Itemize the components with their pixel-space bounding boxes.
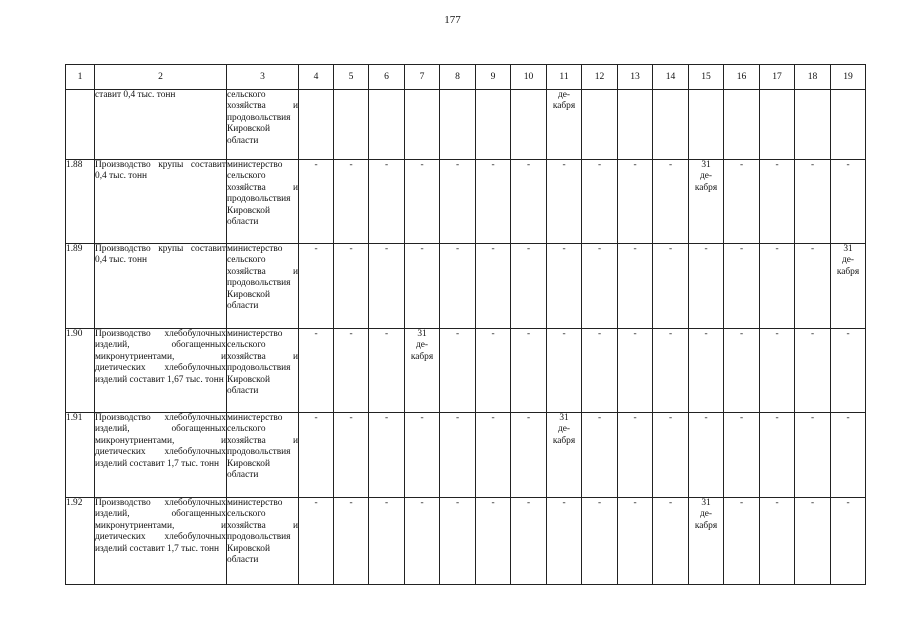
- schedule-cell: -: [724, 413, 760, 498]
- schedule-cell: -: [334, 413, 369, 498]
- table-row: [66, 413, 866, 498]
- schedule-cell: -: [618, 498, 653, 585]
- row-number: 1.89: [66, 244, 95, 329]
- column-header-9: 9: [476, 65, 511, 90]
- schedule-cell: -: [618, 329, 653, 413]
- schedule-cell: -: [511, 244, 547, 329]
- schedule-cell: -: [476, 329, 511, 413]
- schedule-cell: -: [653, 498, 689, 585]
- row-description: Производство крупы составит 0,4 тыс. тонн: [95, 160, 227, 244]
- schedule-cell: -: [476, 160, 511, 244]
- table-row: [66, 329, 866, 413]
- schedule-cell: -: [476, 413, 511, 498]
- row-number: 1.91: [66, 413, 95, 498]
- schedule-cell: -: [299, 160, 334, 244]
- schedule-cell: -: [795, 413, 831, 498]
- schedule-cell: 31 де- кабря: [689, 498, 724, 585]
- column-header-7: 7: [405, 65, 440, 90]
- schedule-cell: [299, 90, 334, 160]
- schedule-cell: -: [334, 160, 369, 244]
- table-row: [66, 498, 866, 585]
- row-number: 1.88: [66, 160, 95, 244]
- schedule-cell: -: [440, 329, 476, 413]
- row-responsible-org: министерство сельского хозяйства и продовольствия Кировской области: [227, 244, 299, 329]
- schedule-cell: -: [369, 329, 405, 413]
- schedule-cell: -: [476, 244, 511, 329]
- column-header-8: 8: [440, 65, 476, 90]
- schedule-cell: -: [831, 413, 866, 498]
- schedule-cell: -: [760, 329, 795, 413]
- schedule-cell: [405, 90, 440, 160]
- schedule-cell: [476, 90, 511, 160]
- table-row: [66, 90, 866, 160]
- schedule-cell: -: [440, 244, 476, 329]
- schedule-cell: -: [369, 244, 405, 329]
- schedule-cell: -: [689, 244, 724, 329]
- schedule-cell: -: [299, 498, 334, 585]
- schedule-cell: -: [795, 244, 831, 329]
- column-header-15: 15: [689, 65, 724, 90]
- schedule-cell: [831, 90, 866, 160]
- column-header-11: 11: [547, 65, 582, 90]
- row-number: [66, 90, 95, 160]
- schedule-cell: -: [831, 329, 866, 413]
- schedule-cell: -: [582, 244, 618, 329]
- schedule-cell: -: [582, 160, 618, 244]
- schedule-cell: де- кабря: [547, 90, 582, 160]
- schedule-cell: -: [760, 244, 795, 329]
- schedule-cell: -: [299, 413, 334, 498]
- row-description: Производство хлебобулочных изделий, обогащенных микронутриентами, и диетических хлебобулочных изделий составит 1,7 тыс. тонн: [95, 413, 227, 498]
- table-row: [66, 244, 866, 329]
- row-responsible-org: министерство сельского хозяйства и продовольствия Кировской области: [227, 413, 299, 498]
- schedule-cell: -: [299, 244, 334, 329]
- schedule-cell: -: [795, 329, 831, 413]
- schedule-cell: -: [618, 244, 653, 329]
- schedule-cell: 31 де- кабря: [689, 160, 724, 244]
- schedule-cell: -: [582, 413, 618, 498]
- schedule-cell: -: [440, 413, 476, 498]
- header-row: [66, 65, 866, 90]
- schedule-table: [65, 64, 866, 585]
- schedule-cell: 31 де- кабря: [547, 413, 582, 498]
- schedule-cell: -: [405, 498, 440, 585]
- page-number: 177: [444, 14, 461, 26]
- schedule-cell: -: [689, 329, 724, 413]
- column-header-18: 18: [795, 65, 831, 90]
- row-responsible-org: министерство сельского хозяйства и продовольствия Кировской области: [227, 498, 299, 585]
- column-header-12: 12: [582, 65, 618, 90]
- column-header-1: 1: [66, 65, 95, 90]
- schedule-cell: -: [795, 498, 831, 585]
- schedule-cell: [724, 90, 760, 160]
- column-header-17: 17: [760, 65, 795, 90]
- schedule-cell: [369, 90, 405, 160]
- column-header-6: 6: [369, 65, 405, 90]
- column-header-13: 13: [618, 65, 653, 90]
- schedule-cell: [582, 90, 618, 160]
- schedule-cell: [795, 90, 831, 160]
- schedule-cell: -: [760, 498, 795, 585]
- schedule-cell: -: [511, 413, 547, 498]
- schedule-cell: -: [653, 160, 689, 244]
- schedule-cell: -: [795, 160, 831, 244]
- schedule-cell: -: [334, 244, 369, 329]
- column-header-3: 3: [227, 65, 299, 90]
- schedule-cell: 31 де- кабря: [405, 329, 440, 413]
- schedule-cell: -: [547, 244, 582, 329]
- schedule-cell: -: [476, 498, 511, 585]
- column-header-10: 10: [511, 65, 547, 90]
- schedule-cell: -: [653, 413, 689, 498]
- schedule-cell: -: [547, 498, 582, 585]
- schedule-cell: [689, 90, 724, 160]
- schedule-cell: -: [760, 413, 795, 498]
- schedule-cell: -: [440, 498, 476, 585]
- schedule-cell: -: [369, 498, 405, 585]
- schedule-cell: -: [689, 413, 724, 498]
- schedule-cell: -: [760, 160, 795, 244]
- schedule-cell: -: [653, 244, 689, 329]
- row-responsible-org: сельского хозяйства и продовольствия Кировской области: [227, 90, 299, 160]
- row-description: Производство крупы составит 0,4 тыс. тонн: [95, 244, 227, 329]
- schedule-cell: -: [369, 413, 405, 498]
- schedule-cell: -: [831, 498, 866, 585]
- schedule-cell: -: [582, 498, 618, 585]
- column-header-16: 16: [724, 65, 760, 90]
- schedule-cell: -: [369, 160, 405, 244]
- column-header-14: 14: [653, 65, 689, 90]
- row-responsible-org: министерство сельского хозяйства и продовольствия Кировской области: [227, 329, 299, 413]
- schedule-cell: 31 де- кабря: [831, 244, 866, 329]
- schedule-cell: -: [511, 160, 547, 244]
- schedule-cell: [511, 90, 547, 160]
- schedule-cell: -: [511, 329, 547, 413]
- schedule-cell: -: [405, 413, 440, 498]
- schedule-cell: -: [724, 244, 760, 329]
- column-header-2: 2: [95, 65, 227, 90]
- schedule-cell: -: [724, 498, 760, 585]
- schedule-cell: -: [547, 329, 582, 413]
- schedule-cell: -: [653, 329, 689, 413]
- schedule-cell: -: [440, 160, 476, 244]
- row-description: ставит 0,4 тыс. тонн: [95, 90, 227, 160]
- column-header-5: 5: [334, 65, 369, 90]
- table-row: [66, 160, 866, 244]
- schedule-cell: -: [618, 160, 653, 244]
- row-description: Производство хлебобулочных изделий, обогащенных микронутриентами, и диетических хлебобулочных изделий составит 1,7 тыс. тонн: [95, 498, 227, 585]
- row-description: Производство хлебобулочных изделий, обогащенных микронутриентами, и диетических хлебобулочных изделий составит 1,67 тыс. тонн: [95, 329, 227, 413]
- schedule-cell: [440, 90, 476, 160]
- schedule-cell: -: [511, 498, 547, 585]
- schedule-cell: -: [334, 498, 369, 585]
- column-header-4: 4: [299, 65, 334, 90]
- schedule-cell: -: [724, 329, 760, 413]
- row-number: 1.92: [66, 498, 95, 585]
- schedule-cell: -: [724, 160, 760, 244]
- schedule-cell: [618, 90, 653, 160]
- schedule-cell: -: [405, 160, 440, 244]
- schedule-cell: -: [582, 329, 618, 413]
- schedule-cell: -: [547, 160, 582, 244]
- schedule-cell: -: [299, 329, 334, 413]
- column-header-19: 19: [831, 65, 866, 90]
- schedule-cell: -: [831, 160, 866, 244]
- schedule-cell: -: [334, 329, 369, 413]
- schedule-cell: -: [618, 413, 653, 498]
- row-responsible-org: министерство сельского хозяйства и продовольствия Кировской области: [227, 160, 299, 244]
- schedule-cell: [760, 90, 795, 160]
- schedule-cell: [334, 90, 369, 160]
- schedule-cell: -: [405, 244, 440, 329]
- schedule-cell: [653, 90, 689, 160]
- row-number: 1.90: [66, 329, 95, 413]
